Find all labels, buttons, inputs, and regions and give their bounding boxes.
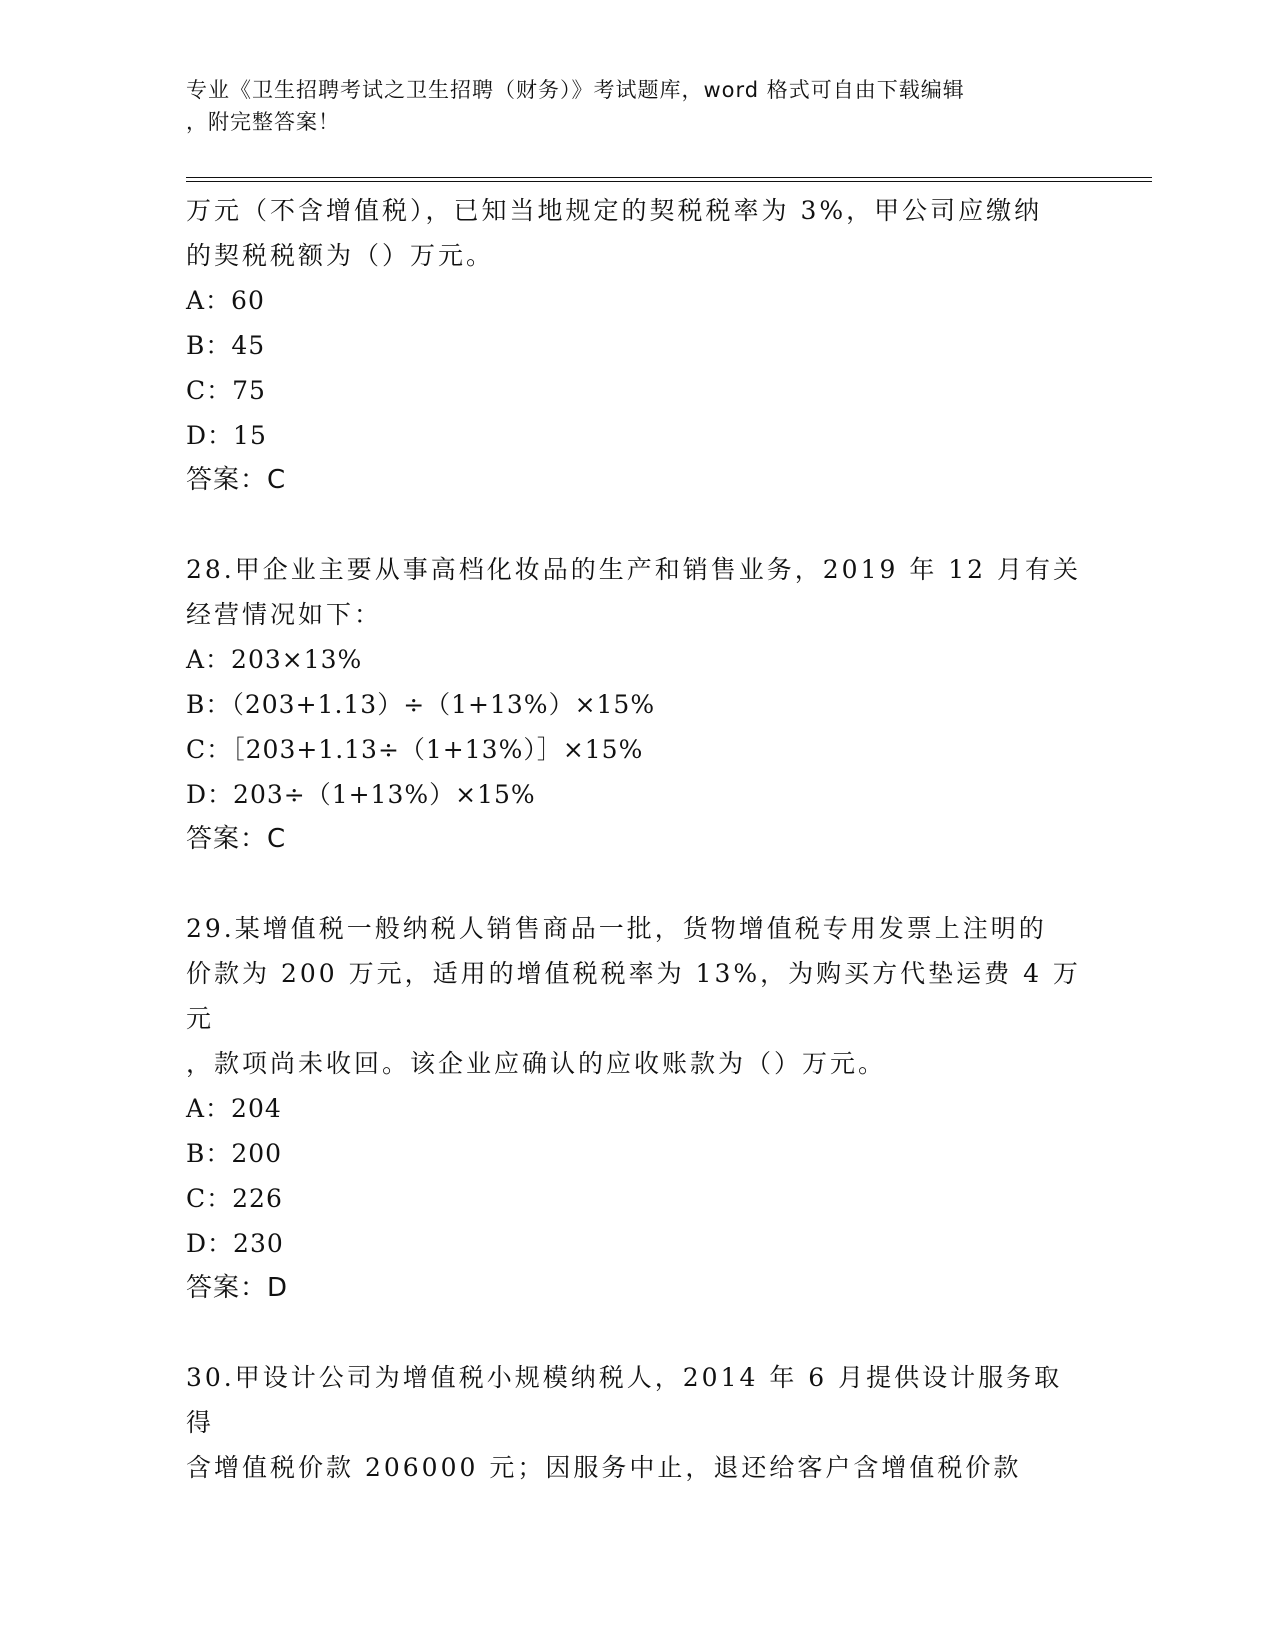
spacer bbox=[186, 503, 1086, 547]
question-27-option-a: A：60 bbox=[186, 286, 265, 315]
spacer bbox=[186, 862, 1086, 906]
question-29-option-a: A：204 bbox=[186, 1094, 282, 1123]
header-double-rule bbox=[186, 177, 1152, 182]
question-28-option-c: C：［203+1.13÷（1+13%）］×15% bbox=[186, 735, 644, 764]
question-29-text: 29.某增值税一般纳税人销售商品一批，货物增值税专用发票上注明的 价款为 200 万元，适用的增值税税率为 13%，为购买方代垫运费 4 万元 ，款项尚未收回。该企业应确认的应收账款为（）万元。 bbox=[186, 914, 1081, 1078]
question-28 bbox=[186, 547, 1086, 862]
header-line-2: ，附完整答案！ bbox=[186, 110, 340, 134]
question-29-option-c: C：226 bbox=[186, 1184, 283, 1213]
spacer bbox=[186, 1311, 1086, 1355]
question-30-text: 30.甲设计公司为增值税小规模纳税人，2014 年 6 月提供设计服务取得 含增值税价款 206000 元；因服务中止，退还给客户含增值税价款 bbox=[186, 1363, 1063, 1482]
question-27-answer: 答案：C bbox=[186, 465, 287, 495]
question-27-option-c: C：75 bbox=[186, 376, 266, 405]
question-27-option-b: B：45 bbox=[186, 331, 266, 360]
question-28-text: 28.甲企业主要从事高档化妆品的生产和销售业务，2019 年 12 月有关 经营情况如下： bbox=[186, 555, 1082, 629]
header-line-1: 专业《卫生招聘考试之卫生招聘（财务）》考试题库，word 格式可自由下载编辑 bbox=[186, 78, 965, 102]
question-28-answer: 答案：C bbox=[186, 824, 287, 854]
question-28-option-d: D：203÷（1+13%）×15% bbox=[186, 780, 536, 809]
question-29-answer: 答案：D bbox=[186, 1273, 289, 1303]
page-header bbox=[186, 74, 1066, 138]
question-27-option-d: D：15 bbox=[186, 421, 267, 450]
question-28-option-a: A：203×13% bbox=[186, 645, 363, 674]
question-29-option-b: B：200 bbox=[186, 1139, 283, 1168]
question-list bbox=[186, 188, 1086, 1490]
question-27 bbox=[186, 188, 1086, 503]
question-30 bbox=[186, 1355, 1086, 1490]
question-27-text: 万元（不含增值税），已知当地规定的契税税率为 3%，甲公司应缴纳 的契税税额为（）万元。 bbox=[186, 196, 1043, 270]
question-29 bbox=[186, 906, 1086, 1311]
question-29-option-d: D：230 bbox=[186, 1229, 284, 1258]
question-28-option-b: B：（203+1.13）÷（1+13%）×15% bbox=[186, 690, 656, 719]
